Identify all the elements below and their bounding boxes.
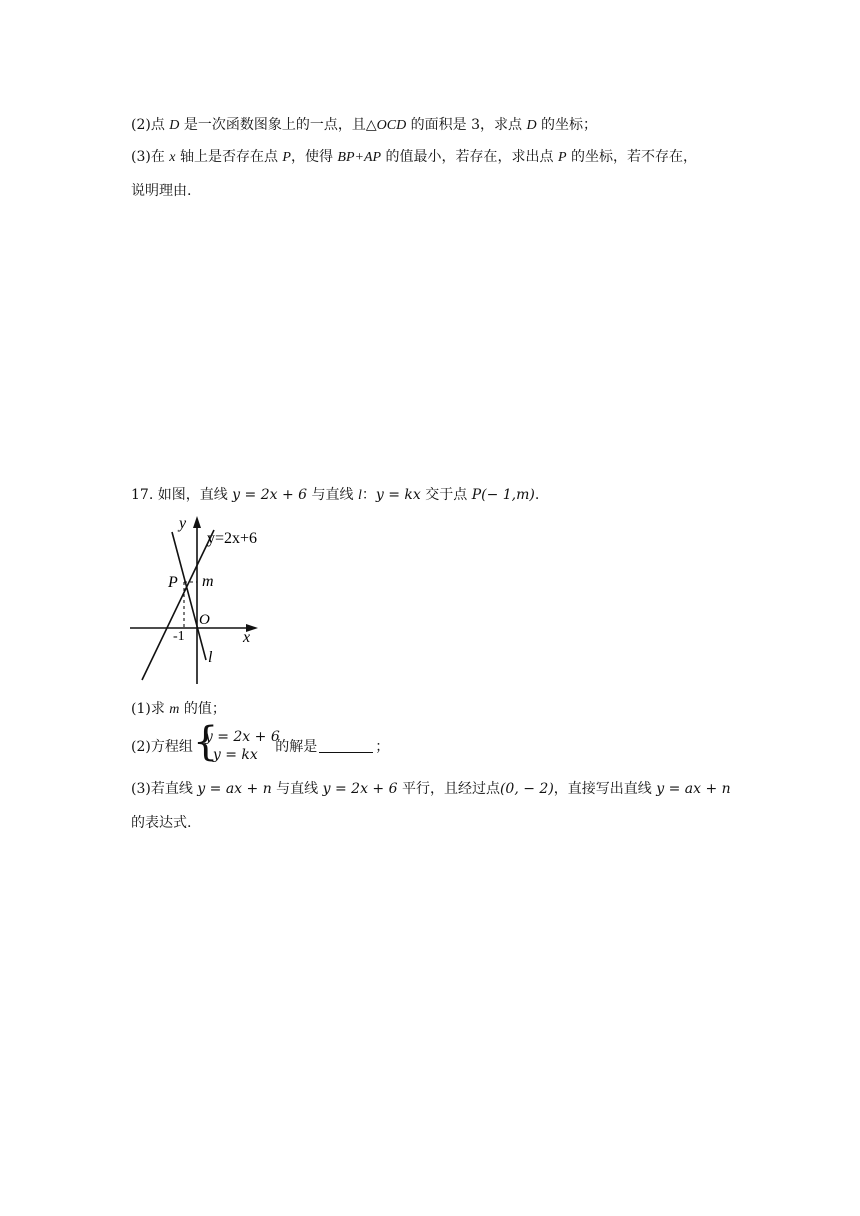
q17-part1: (1)求 m 的值； <box>131 701 226 717</box>
line-l-label: l <box>208 649 213 666</box>
q16-part3: (3)在 x 轴上是否存在点 P，使得 BP+AP 的值最小，若存在，求出点 P 的坐标，若不存在， <box>131 149 697 165</box>
q16-part3-line2: 说明理由. <box>131 183 192 199</box>
y-axis-label: y <box>179 515 187 532</box>
q16-part2: (2)点 D 是一次函数图象上的一点，且△OCD 的面积是 3，求点 D 的坐标； <box>131 117 598 133</box>
q17-part2: (2)方程组 { y = 2x + 6 y = kx 的解是 ； <box>131 719 390 765</box>
y-axis-arrow <box>193 516 201 528</box>
m-label: m <box>202 573 214 590</box>
x-axis-label: x <box>243 629 251 646</box>
q17-figure <box>127 512 287 687</box>
answer-blank <box>319 738 373 753</box>
q17-part3: (3)若直线 y = ax + n 与直线 y = 2x + 6 平行，且经过点(0, − 2)，直接写出直线 y = ax + n <box>131 781 731 797</box>
q17-part3-line2: 的表达式. <box>131 815 192 831</box>
brace-glyph: { <box>192 719 219 765</box>
equation-system: { y = 2x + 6 y = kx <box>192 719 280 765</box>
origin-label: O <box>199 612 210 628</box>
q17-stem: 17. 如图，直线 y = 2x + 6 与直线 l：y = kx 交于点 P(− 1,m). <box>131 487 540 503</box>
point-p-label: P <box>168 574 178 591</box>
line-label: y=2x+6 <box>207 530 258 547</box>
neg1-label: -1 <box>173 629 185 644</box>
